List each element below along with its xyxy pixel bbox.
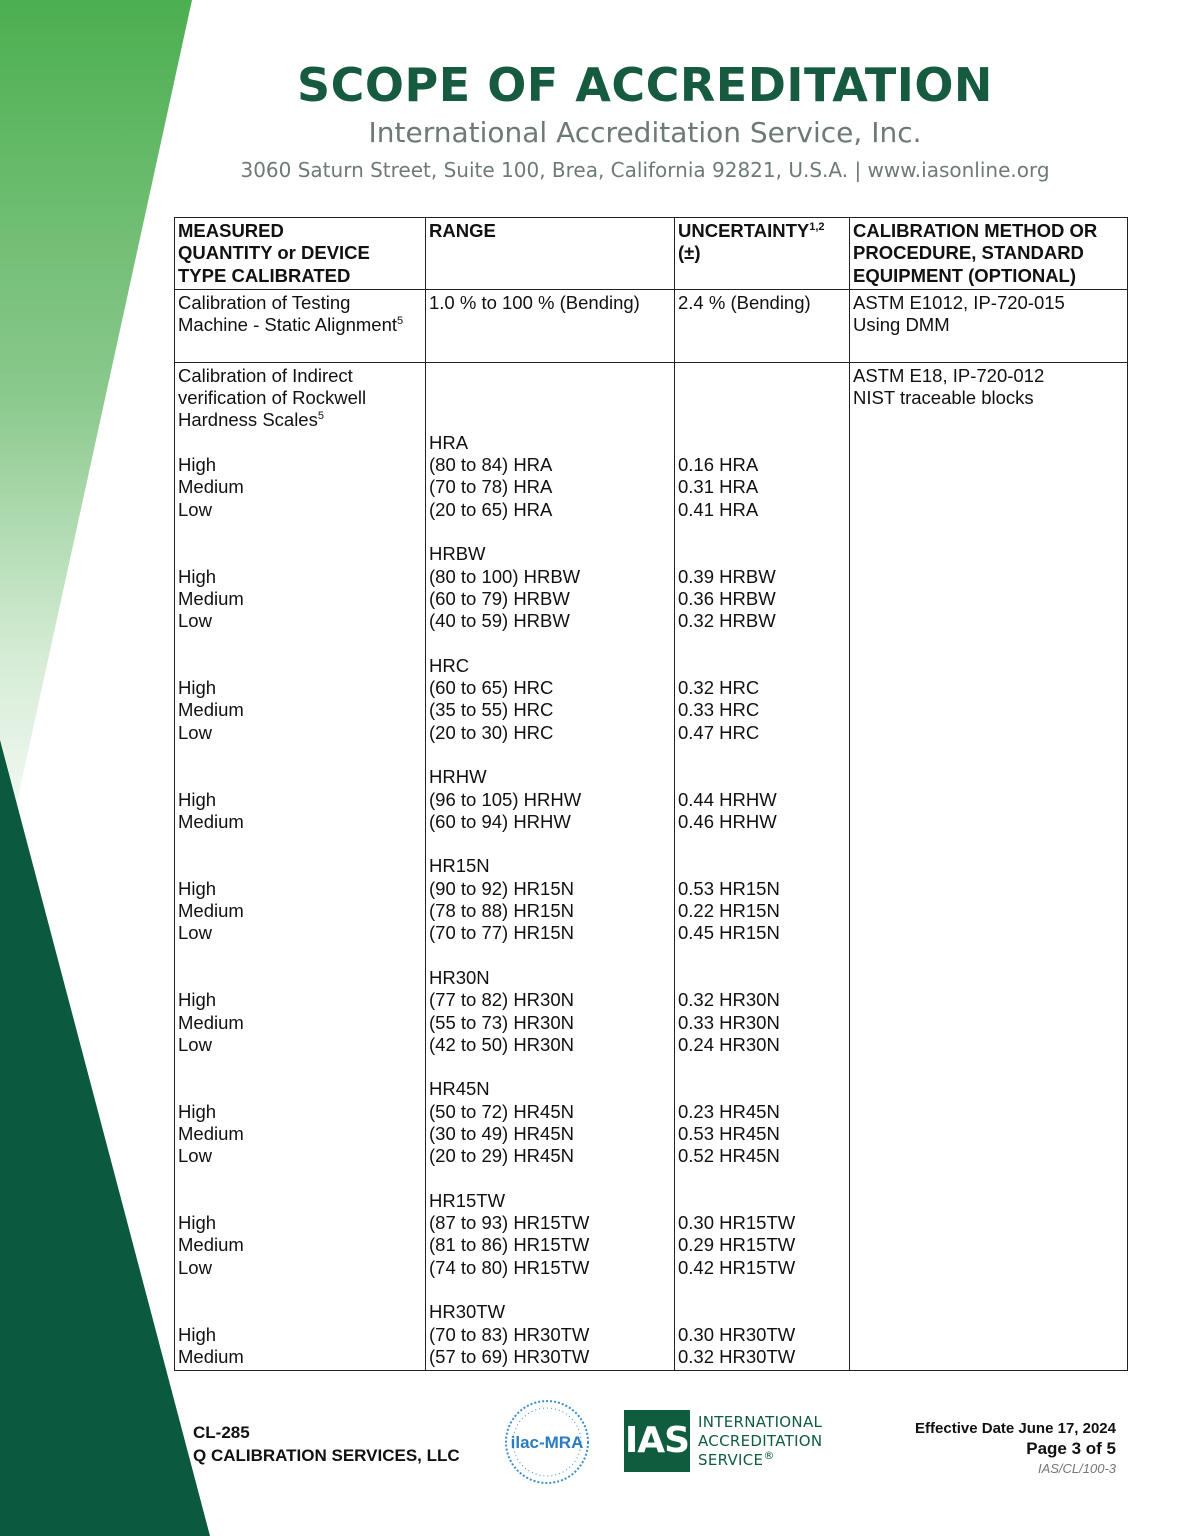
- level-label: Low: [178, 721, 212, 743]
- uncertainty-value: 0.44 HRHW: [678, 788, 777, 810]
- ilac-logo-text: ilac-MRA: [510, 1433, 584, 1452]
- range-value: (78 to 88) HR15N: [429, 900, 574, 922]
- level-label: Medium: [178, 1345, 244, 1367]
- uncertainty-value: 0.52 HR45N: [678, 1145, 780, 1167]
- header-calibration-method: CALIBRATION METHOD OR PROCEDURE, STANDARD EQUIPMENT (OPTIONAL): [850, 218, 1128, 290]
- level-label: Medium: [178, 900, 244, 922]
- range-value: (70 to 77) HR15N: [429, 922, 574, 944]
- level-label: High: [178, 677, 217, 699]
- uncertainty-value: 0.53 HR45N: [678, 1122, 780, 1144]
- uncertainty-value: 0.22 HR15N: [678, 900, 780, 922]
- range-value: (96 to 105) HRHW: [429, 788, 582, 810]
- range-value: (60 to 65) HRC: [429, 677, 554, 699]
- table-row: [175, 289, 1128, 362]
- ias-logo: IAS: [624, 1410, 690, 1472]
- scale-name: HR15N: [429, 855, 490, 877]
- uncertainty-value: 0.30 HR15TW: [678, 1212, 796, 1234]
- range-value: (80 to 84) HRA: [429, 454, 553, 476]
- method-cell: ASTM E1012, IP-720-015 Using DMM: [850, 289, 1128, 362]
- uncertainty-value: 0.39 HRBW: [678, 565, 776, 587]
- uncertainty-value: 0.31 HRA: [678, 476, 759, 498]
- footer-page-info: [915, 1419, 1116, 1479]
- level-label: High: [178, 788, 217, 810]
- range-cell: [426, 362, 675, 1370]
- ilac-mra-logo: [503, 1398, 591, 1486]
- uncertainty-cell: [675, 362, 850, 1370]
- ias-logo-wordmark: INTERNATIONAL ACCREDITATION SERVICE®: [698, 1413, 823, 1469]
- footer-accreditee: [193, 1421, 460, 1467]
- range-value: (60 to 94) HRHW: [429, 810, 571, 832]
- scale-name: HR45N: [429, 1078, 490, 1100]
- scale-name: HRC: [429, 654, 470, 676]
- scale-name: HR15TW: [429, 1189, 506, 1211]
- uncertainty-value: 0.36 HRBW: [678, 587, 776, 609]
- range-value: (30 to 49) HR45N: [429, 1122, 574, 1144]
- level-label: Medium: [178, 1122, 244, 1144]
- range-value: (20 to 65) HRA: [429, 498, 553, 520]
- range-value: (60 to 79) HRBW: [429, 587, 570, 609]
- range-cell: 1.0 % to 100 % (Bending): [426, 289, 675, 362]
- level-label: Medium: [178, 810, 244, 832]
- page-title: SCOPE OF ACCREDITATION: [297, 58, 993, 112]
- level-label: High: [178, 989, 217, 1011]
- uncertainty-value: 0.33 HR30N: [678, 1011, 780, 1033]
- level-label: Medium: [178, 587, 244, 609]
- uncertainty-value: 0.30 HR30TW: [678, 1323, 796, 1345]
- range-value: (77 to 82) HR30N: [429, 989, 574, 1011]
- scale-name: HRBW: [429, 543, 486, 565]
- header-measured-quantity: MEASURED QUANTITY or DEVICE TYPE CALIBRATED: [175, 218, 426, 290]
- range-value: (35 to 55) HRC: [429, 699, 554, 721]
- level-label: High: [178, 1323, 217, 1345]
- range-value: (70 to 83) HR30TW: [429, 1323, 590, 1345]
- level-label: High: [178, 1212, 217, 1234]
- uncertainty-value: 0.47 HRC: [678, 721, 760, 743]
- range-value: (80 to 100) HRBW: [429, 565, 581, 587]
- uncertainty-value: 0.46 HRHW: [678, 810, 777, 832]
- level-label: Low: [178, 610, 212, 632]
- uncertainty-value: 0.23 HR45N: [678, 1100, 780, 1122]
- scale-name: HRHW: [429, 766, 487, 788]
- certificate-number: CL-285: [193, 1423, 250, 1442]
- uncertainty-value: 0.32 HR30N: [678, 989, 780, 1011]
- level-label: Medium: [178, 1011, 244, 1033]
- method-cell: ASTM E18, IP-720-012 NIST traceable blocks: [850, 362, 1128, 1370]
- uncertainty-value: 0.32 HRC: [678, 677, 760, 699]
- level-label: Medium: [178, 1234, 244, 1256]
- range-value: (20 to 30) HRC: [429, 721, 554, 743]
- uncertainty-value: 0.16 HRA: [678, 454, 759, 476]
- quantity-cell: Calibration of Testing Machine - Static Alignment$^5$: [175, 289, 426, 362]
- level-label: High: [178, 454, 217, 476]
- level-label: Medium: [178, 699, 244, 721]
- level-label: Low: [178, 922, 212, 944]
- effective-date: Effective Date June 17, 2024: [915, 1420, 1116, 1437]
- table-header-row: [175, 218, 1128, 290]
- header-uncertainty: UNCERTAINTY$^{1,2}$ (±): [675, 218, 850, 290]
- range-value: (81 to 86) HR15TW: [429, 1234, 590, 1256]
- form-code: IAS/CL/100-3: [1037, 1461, 1116, 1476]
- organization-name: International Accreditation Service, Inc.: [368, 116, 922, 149]
- range-value: (20 to 29) HR45N: [429, 1145, 574, 1167]
- scale-name: HR30N: [429, 966, 490, 988]
- uncertainty-cell: 2.4 % (Bending): [675, 289, 850, 362]
- range-value: (50 to 72) HR45N: [429, 1100, 574, 1122]
- range-value: (55 to 73) HR30N: [429, 1011, 574, 1033]
- uncertainty-value: 0.32 HRBW: [678, 610, 776, 632]
- level-label: Low: [178, 1256, 212, 1278]
- table-row: [175, 362, 1128, 1370]
- company-name: Q CALIBRATION SERVICES, LLC: [193, 1446, 460, 1465]
- header-range: RANGE: [426, 218, 675, 290]
- scope-table: [174, 217, 1128, 1371]
- uncertainty-value: 0.32 HR30TW: [678, 1345, 796, 1367]
- uncertainty-value: 0.42 HR15TW: [678, 1256, 796, 1278]
- scale-name: HR30TW: [429, 1301, 506, 1323]
- uncertainty-value: 0.41 HRA: [678, 498, 759, 520]
- range-value: (70 to 78) HRA: [429, 476, 553, 498]
- level-label: Medium: [178, 476, 244, 498]
- range-value: (40 to 59) HRBW: [429, 610, 570, 632]
- level-label: Low: [178, 1145, 212, 1167]
- level-label: High: [178, 877, 217, 899]
- uncertainty-value: 0.29 HR15TW: [678, 1234, 796, 1256]
- range-value: (42 to 50) HR30N: [429, 1033, 574, 1055]
- level-label: Low: [178, 1033, 212, 1055]
- range-value: (57 to 69) HR30TW: [429, 1345, 590, 1367]
- level-label: Low: [178, 498, 212, 520]
- uncertainty-value: 0.53 HR15N: [678, 877, 780, 899]
- level-label: High: [178, 565, 217, 587]
- organization-address: 3060 Saturn Street, Suite 100, Brea, California 92821, U.S.A. | www.iasonline.org: [240, 158, 1050, 182]
- range-value: (74 to 80) HR15TW: [429, 1256, 590, 1278]
- scale-name: HRA: [429, 431, 469, 453]
- quantity-cell: Calibration of Indirect verification of Rockwell Hardness Scales$^5$ High Medium Low High Medium Low High Medium Low High Medium High Medium Low High Medium Low High Medium Low High Medium Low High Medium: [175, 362, 426, 1370]
- range-value: (87 to 93) HR15TW: [429, 1212, 590, 1234]
- range-value: (90 to 92) HR15N: [429, 877, 574, 899]
- uncertainty-value: 0.33 HRC: [678, 699, 760, 721]
- level-label: High: [178, 1100, 217, 1122]
- page-number: Page 3 of 5: [1026, 1439, 1116, 1458]
- uncertainty-value: 0.45 HR15N: [678, 922, 780, 944]
- uncertainty-value: 0.24 HR30N: [678, 1033, 780, 1055]
